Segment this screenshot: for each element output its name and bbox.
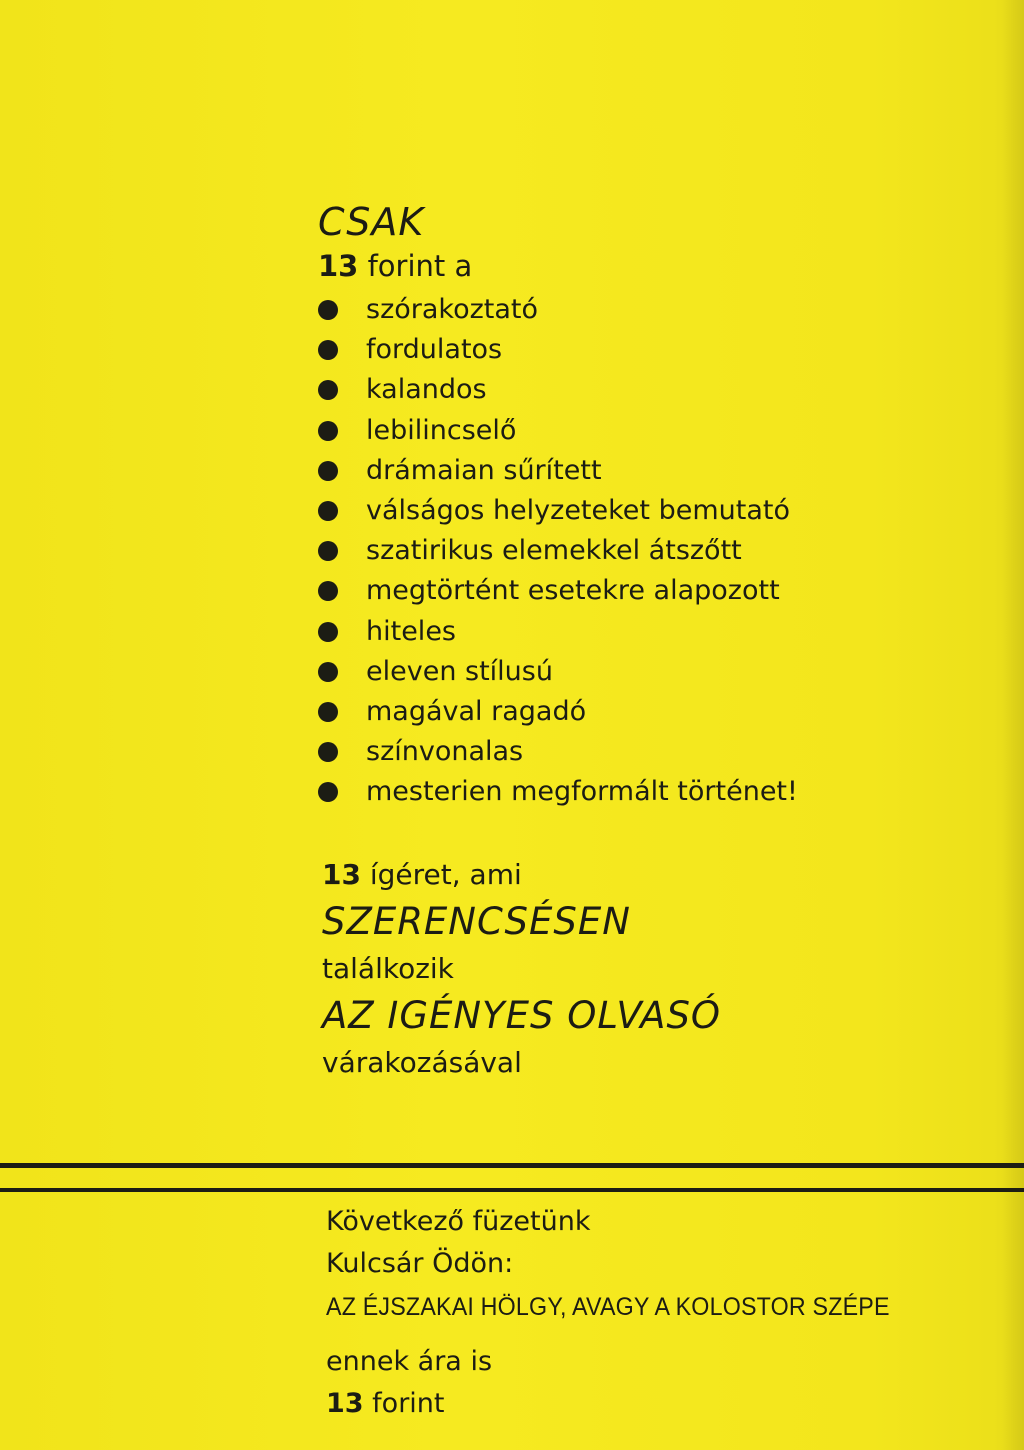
feature-text: válságos helyzeteket bemutató (366, 494, 790, 526)
promises-emphasis-1: SZERENCSÉSEN (322, 900, 631, 943)
promo-price-number: 13 (318, 249, 359, 283)
bullet-icon (318, 421, 338, 441)
bullet-icon (318, 702, 338, 722)
feature-item (318, 411, 978, 451)
divider-rule-bottom (0, 1188, 1024, 1192)
feature-text: megtörtént esetekre alapozott (366, 575, 780, 607)
bullet-icon (318, 541, 338, 561)
next-issue-section (326, 1201, 1006, 1425)
feature-text: lebilincselő (366, 414, 517, 446)
promises-emphasis-2: AZ IGÉNYES OLVASÓ (322, 994, 722, 1037)
promises-number: 13 (322, 858, 361, 891)
feature-item (318, 370, 978, 410)
feature-item (318, 692, 978, 732)
next-issue-price-text: forint (372, 1388, 445, 1419)
bullet-icon (318, 581, 338, 601)
feature-text: eleven stílusú (366, 655, 553, 687)
bullet-icon (318, 662, 338, 682)
promises-line-3: várakozásával (322, 1046, 522, 1079)
feature-item (318, 531, 978, 571)
feature-text: hiteles (366, 615, 456, 647)
bullet-icon (318, 461, 338, 481)
bullet-icon (318, 742, 338, 762)
feature-item (318, 491, 978, 531)
next-issue-author: Kulcsár Ödön: (326, 1248, 514, 1279)
feature-text: szatirikus elemekkel átszőtt (366, 535, 742, 567)
feature-item (318, 652, 978, 692)
feature-text: színvonalas (366, 736, 524, 768)
feature-text: szórakoztató (366, 294, 539, 325)
promo-price-line (318, 248, 978, 290)
promo-feature-list (318, 290, 978, 812)
promises-line-2: találkozik (322, 952, 454, 985)
promises-line-1: ígéret, ami (369, 858, 522, 891)
feature-text: mesterien megformált történet! (366, 776, 798, 808)
next-issue-price-number: 13 (326, 1388, 364, 1419)
feature-item (318, 290, 978, 330)
divider-rule-top (0, 1163, 1024, 1168)
next-issue-intro: Következő füzetünk (326, 1206, 591, 1237)
feature-item (318, 772, 978, 812)
bullet-icon (318, 501, 338, 521)
feature-item (318, 330, 978, 370)
feature-text: kalandos (366, 374, 487, 406)
next-issue-price-intro: ennek ára is (326, 1346, 493, 1377)
bullet-icon (318, 622, 338, 642)
next-issue-price-line (326, 1383, 1006, 1425)
bullet-icon (318, 300, 338, 320)
promo-price-text: forint a (367, 249, 473, 283)
feature-item (318, 732, 978, 772)
feature-text: drámaian sűrített (366, 454, 602, 486)
bullet-icon (318, 380, 338, 400)
promises-count-line (322, 854, 982, 896)
bullet-icon (318, 340, 338, 360)
feature-text: magával ragadó (366, 695, 587, 727)
promo-headline: CSAK (318, 200, 425, 244)
promises-section (322, 854, 982, 1084)
feature-text: fordulatos (366, 334, 503, 366)
bullet-icon (318, 782, 338, 802)
feature-item (318, 612, 978, 652)
next-issue-title: AZ ÉJSZAKAI HÖLGY, AVAGY A KOLOSTOR SZÉPE (326, 1293, 890, 1321)
feature-item (318, 451, 978, 491)
promo-section (318, 198, 978, 812)
feature-item (318, 571, 978, 611)
